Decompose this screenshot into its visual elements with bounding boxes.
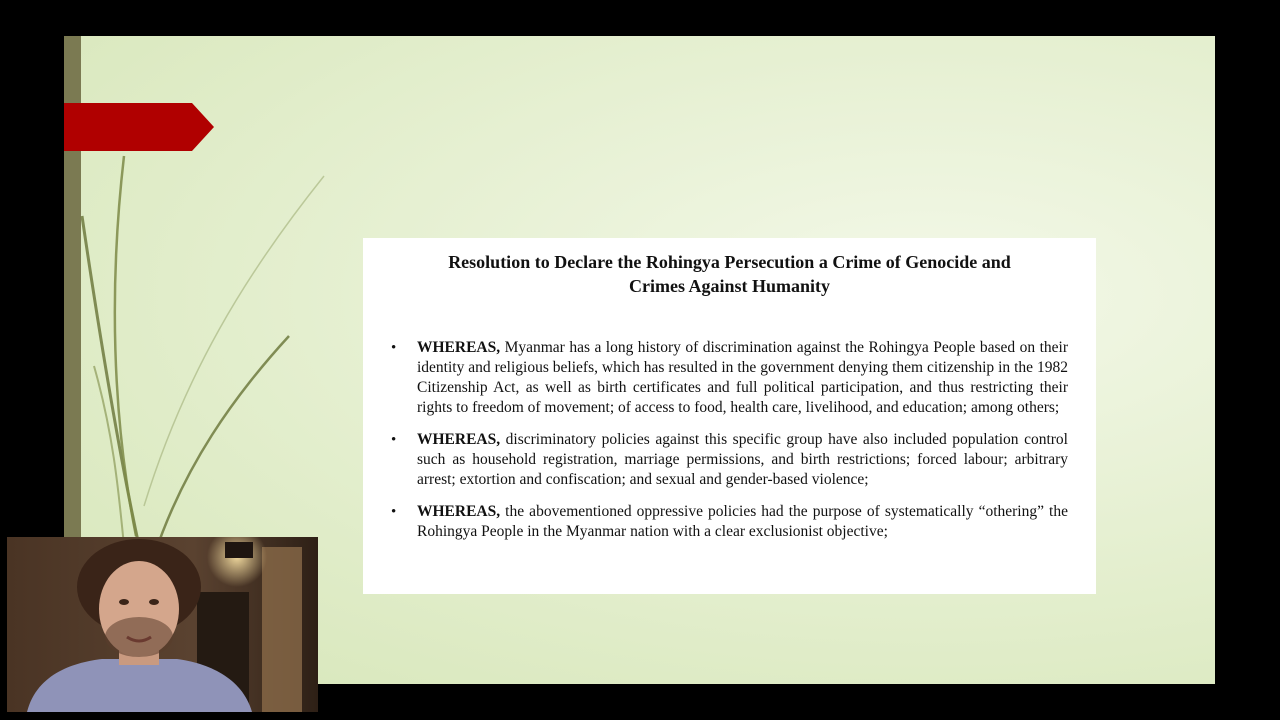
title-line-1: Resolution to Declare the Rohingya Persecution a Crime of Genocide and <box>448 252 1011 272</box>
lamp-shade <box>225 542 253 558</box>
speaker-beard <box>105 617 173 657</box>
grass-blade <box>154 336 289 556</box>
bullet-icon: • <box>391 504 397 520</box>
bullet-icon: • <box>391 432 397 448</box>
clause-keyword: WHEREAS, <box>417 339 501 356</box>
bullet-icon: • <box>391 340 397 356</box>
clause-text: discriminatory policies against this specific group have also included population control such as household registration, marriage permissions, and birth restrictions; forced labour; arbitrary arrest; extortion and confiscation; and sexual and gender-based violence; <box>417 431 1068 488</box>
grass-blade <box>115 156 136 536</box>
clause-keyword: WHEREAS, <box>417 431 501 448</box>
document-title <box>391 250 1068 298</box>
clause-item <box>391 338 1068 418</box>
speaker-eye <box>119 599 129 605</box>
grass-blade <box>144 176 324 506</box>
title-line-2: Crimes Against Humanity <box>628 276 830 296</box>
clause-text: the abovementioned oppressive policies had the purpose of systematically “othering” the Rohingya People in the Myanmar nation with a clear exclusionist objective; <box>417 503 1068 540</box>
clause-item <box>391 502 1068 542</box>
clause-item <box>391 430 1068 490</box>
clause-text: Myanmar has a long history of discrimination against the Rohingya People based on their identity and religious beliefs, which has resulted in the government denying them citizenship in the 1982 Citizenship Act, as well as birth certificates and full political participation, and thus restricting their rights to freedom of movement; of access to food, health care, livelihood, and education; among others; <box>417 339 1068 416</box>
doorway <box>262 547 302 712</box>
grass-blade <box>82 216 139 546</box>
speaker-eye <box>149 599 159 605</box>
red-arrow-tab <box>64 103 214 151</box>
clause-keyword: WHEREAS, <box>417 503 501 520</box>
resolution-document <box>363 238 1096 594</box>
webcam-overlay <box>7 537 318 712</box>
clause-list <box>391 338 1068 542</box>
